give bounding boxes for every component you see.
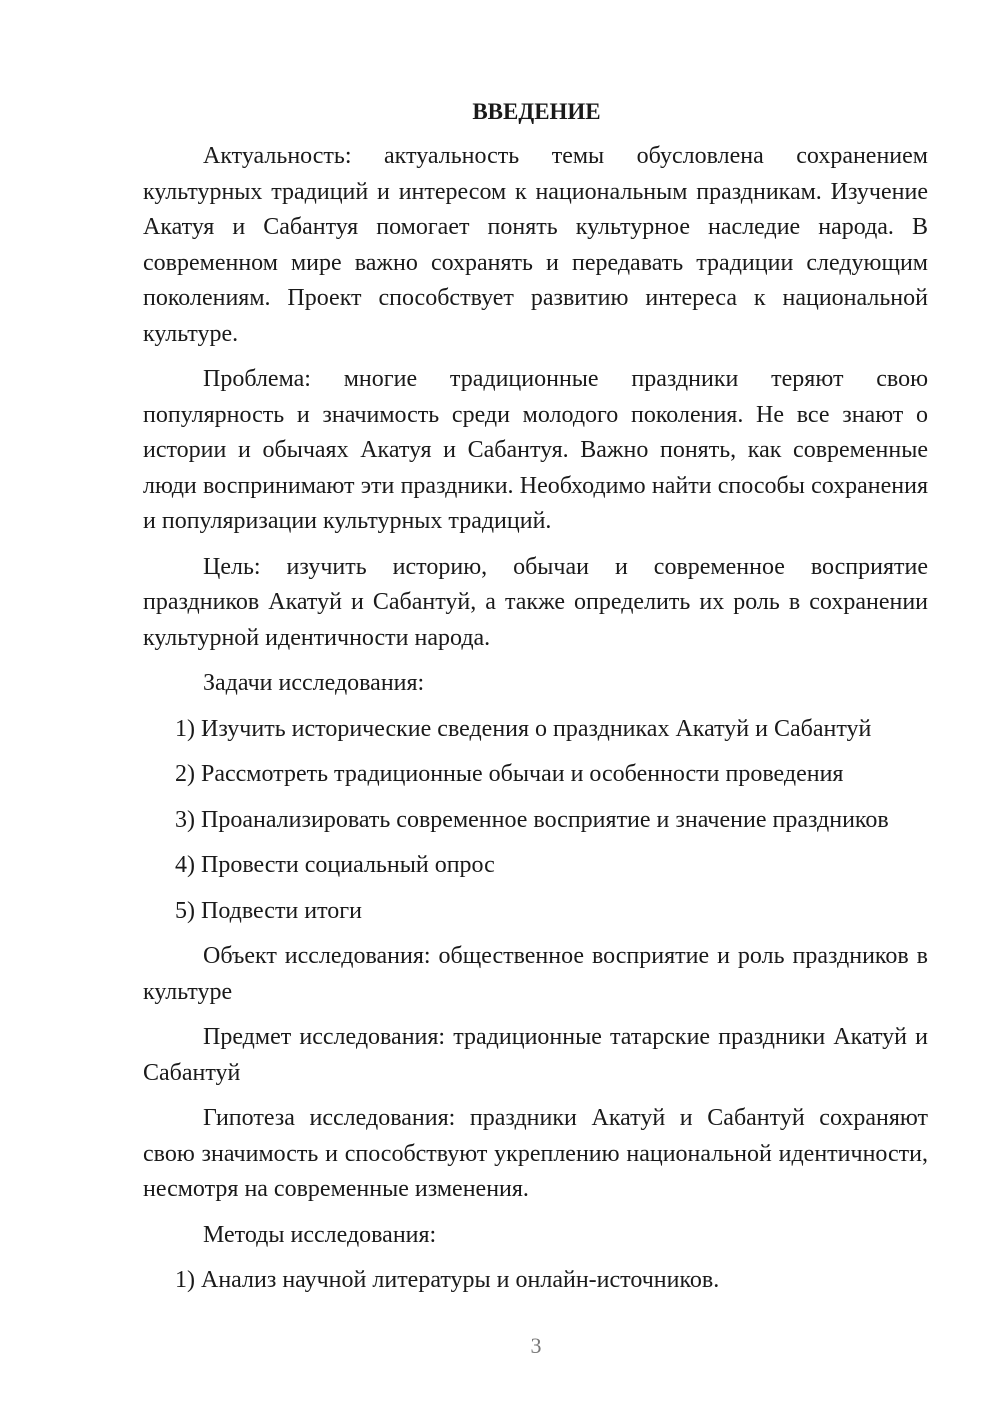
section-heading: ВВЕДЕНИЕ (472, 99, 601, 124)
subject-paragraph: Предмет исследования: традиционные татарские праздники Акатуй и Сабантуй (143, 1024, 928, 1086)
task-item: 4) Провести социальный опрос (175, 852, 495, 878)
page-content (143, 94, 928, 1309)
goal-paragraph: Цель: изучить историю, обычаи и современное восприятие праздников Акатуй и Сабантуй, а также определить их роль в сохранении культурной идентичности народа. (143, 553, 928, 651)
methods-heading: Методы исследования: (203, 1221, 437, 1248)
task-item: 3) Проанализировать современное восприятие и значение праздников (175, 806, 889, 833)
problem-paragraph: Проблема: многие традиционные праздники теряют свою популярность и значимость среди молодого поколения. Не все знают о истории и обычаях Акатуя и Сабантуя. Важно понять, как современные люди воспринимают эти праздники. Необходимо найти способы сохранения и популяризации культурных традиций. (143, 366, 928, 534)
object-paragraph: Объект исследования: общественное восприятие и роль праздников в культуре (143, 943, 928, 1005)
task-item: 5) Подвести итоги (175, 897, 362, 924)
method-item: 1) Анализ научной литературы и онлайн-источников. (175, 1267, 720, 1293)
tasks-heading: Задачи исследования: (203, 670, 425, 696)
task-item: 2) Рассмотреть традиционные обычаи и особенности проведения (175, 761, 844, 787)
task-item: 1) Изучить исторические сведения о праздниках Акатуй и Сабантуй (175, 715, 872, 742)
relevance-paragraph: Актуальность: актуальность темы обусловлена сохранением культурных традиций и интересом к национальным праздникам. Изучение Акатуя и Сабантуя помогает понять культурное наследие народа. В современном мире важно сохранять и передавать традиции следующим поколениям. Проект способствует развитию интереса к национальной культуре. (143, 143, 928, 347)
page-number: 3 (530, 1333, 542, 1358)
hypothesis-paragraph: Гипотеза исследования: праздники Акатуй и Сабантуй сохраняют свою значимость и способствуют укреплению национальной идентичности, несмотря на современные изменения. (143, 1105, 928, 1202)
